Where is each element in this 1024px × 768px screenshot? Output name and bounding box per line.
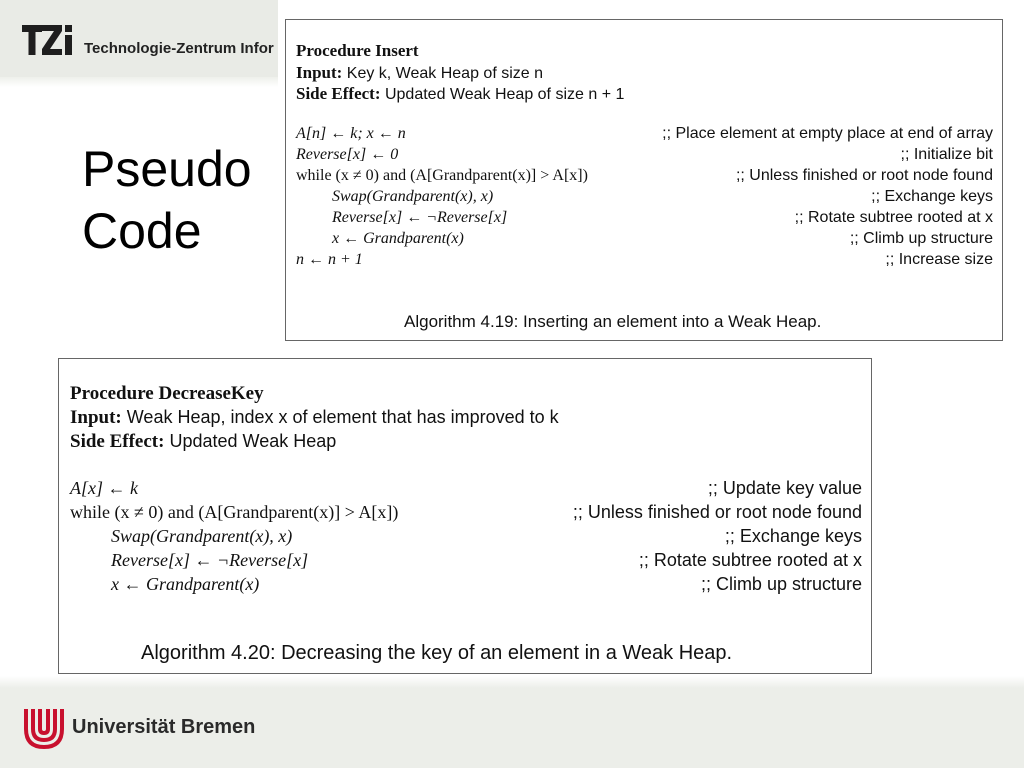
code-comment: ;; Exchange keys	[871, 188, 993, 205]
algorithm-insert-box	[285, 19, 1003, 341]
code-line: Reverse[x] ← 0	[296, 146, 399, 163]
slide-title	[82, 138, 252, 262]
input-text: Key k, Weak Heap of size n	[346, 65, 544, 82]
code-comment: ;; Climb up structure	[849, 230, 993, 247]
org-name: Technologie-Zentrum Infor	[84, 40, 274, 57]
footer-fade	[0, 676, 1024, 688]
code-comment: ;; Place element at empty place at end of array	[662, 125, 993, 142]
code-line: A[x] ← k	[70, 478, 138, 498]
procedure-title: Procedure DecreaseKey	[70, 383, 264, 404]
procedure-title: Procedure Insert	[296, 41, 419, 60]
slide-title-line-2: Code	[82, 203, 202, 259]
algorithm-decreasekey-box	[58, 358, 872, 674]
header-fade	[0, 77, 278, 87]
code-comment: ;; Unless finished or root node found	[572, 502, 862, 522]
slide-title-line-1: Pseudo	[82, 141, 252, 197]
code-comment: ;; Increase size	[885, 251, 993, 268]
tzi-logo-icon	[22, 23, 74, 57]
input-label: Input:	[70, 407, 122, 428]
algorithm-caption: Algorithm 4.19: Inserting an element into a Weak Heap.	[404, 312, 822, 331]
code-line: n ← n + 1	[296, 251, 363, 268]
university-bremen-logo-icon	[22, 707, 66, 749]
input-line	[296, 63, 543, 83]
side-effect-line	[296, 84, 624, 104]
input-label: Input:	[296, 63, 343, 82]
code-line: while (x ≠ 0) and (A[Grandparent(x)] > A[x])	[296, 167, 588, 184]
code-line: Swap(Grandparent(x), x)	[332, 188, 494, 205]
code-comment: ;; Rotate subtree rooted at x	[794, 209, 993, 226]
code-comment: ;; Update key value	[707, 478, 862, 498]
code-line: x ← Grandparent(x)	[332, 230, 464, 247]
side-effect-label: Side Effect:	[296, 84, 381, 103]
code-line: A[n] ← k; x ← n	[296, 125, 406, 142]
code-line: while (x ≠ 0) and (A[Grandparent(x)] > A[x])	[70, 502, 399, 522]
code-line: Reverse[x] ← ¬Reverse[x]	[111, 550, 309, 570]
code-comment: ;; Climb up structure	[700, 574, 862, 594]
code-line: Swap(Grandparent(x), x)	[111, 526, 293, 546]
code-line: x ← Grandparent(x)	[111, 574, 260, 594]
header-bar	[0, 0, 278, 77]
code-comment: ;; Exchange keys	[724, 526, 862, 546]
input-line	[70, 407, 559, 429]
side-effect-text: Updated Weak Heap of size n + 1	[384, 86, 625, 103]
side-effect-label: Side Effect:	[70, 431, 165, 452]
university-name: Universität Bremen	[72, 716, 256, 738]
code-comment: ;; Unless finished or root node found	[735, 167, 993, 184]
side-effect-text: Updated Weak Heap	[169, 431, 337, 451]
code-comment: ;; Initialize bit	[900, 146, 993, 163]
input-text: Weak Heap, index x of element that has improved to k	[126, 407, 559, 427]
code-comment: ;; Rotate subtree rooted at x	[638, 550, 862, 570]
code-line: Reverse[x] ← ¬Reverse[x]	[332, 209, 508, 226]
algorithm-caption: Algorithm 4.20: Decreasing the key of an element in a Weak Heap.	[141, 642, 733, 664]
side-effect-line	[70, 431, 336, 453]
